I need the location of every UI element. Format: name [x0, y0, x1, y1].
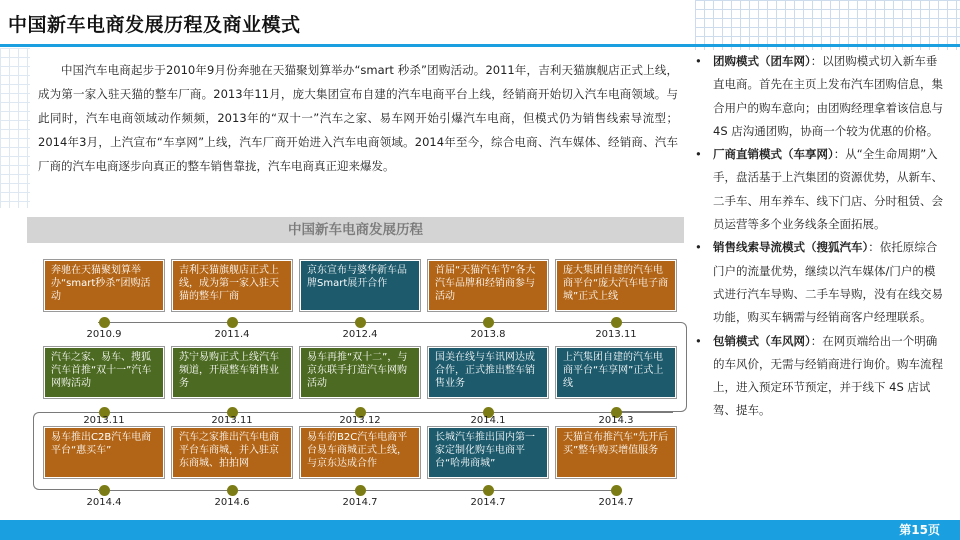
timeline-date: 2014.1 — [470, 415, 506, 426]
timeline-date: 2011.4 — [214, 329, 250, 340]
event-box: 京东宣布与婆华新车品牌Smart展开合作 — [300, 260, 420, 311]
timeline-dot — [99, 317, 110, 328]
timeline-date: 2014.6 — [214, 497, 250, 508]
timeline-dot — [99, 485, 110, 496]
model-name: 销售线索导流模式（搜狐汽车） — [713, 240, 869, 255]
timeline-date: 2014.4 — [86, 497, 122, 508]
event-box: 易车的B2C汽车电商平台易车商城正式上线，与京东达成合作 — [300, 427, 420, 478]
timeline-date: 2014.7 — [598, 497, 634, 508]
bullet-icon: • — [695, 147, 702, 162]
footer-bar — [0, 520, 960, 540]
model-desc: ：在网页端给出一个明确的车风价，无需与经销商进行询价。购车流程上，进入预定环节预定，并于线下 4S 店试驾、提车。 — [713, 333, 943, 418]
event-box: 易车再推“双十二”，与京东联手打造汽车网购活动 — [300, 347, 420, 398]
timeline-date: 2013.11 — [83, 415, 125, 426]
bullet-icon: • — [695, 240, 702, 255]
timeline-date: 2014.7 — [470, 497, 506, 508]
grid-decoration — [695, 0, 960, 50]
model-name: 团购模式（团车网） — [713, 54, 811, 68]
title-underline — [0, 44, 960, 47]
event-box: 汽车之家、易车、搜狐汽车首推“双十一”汽车网购活动 — [44, 347, 164, 398]
model-item — [693, 236, 943, 329]
timeline-title: 中国新车电商发展历程 — [288, 222, 423, 238]
timeline-dot — [227, 317, 238, 328]
page-number: 第15页 — [899, 523, 940, 537]
event-box: 国美在线与车讯网达成合作，正式推出整车销售业务 — [428, 347, 548, 398]
timeline-date: 2013.11 — [211, 415, 253, 426]
event-box: 庞大集团自建的汽车电商平台“庞大汽车电子商城”正式上线 — [556, 260, 676, 311]
intro-paragraph: 中国汽车电商起步于2010年9月份奔驰在天猫聚划算举办“smart 秒杀”团购活动。2011年，吉利天猫旗舰店正式上线，成为第一家入驻天猫的整车厂商。2013年11月，庞大集团宣布自建的汽车电商平台上线，经销商开始切入汽车电商领域。与此同时，汽车电商领域动作频频，2013年的“双十一”汽车之家、易车网开始引爆汽车电商，但模式仍为销售线索导流型；2014年3月，上汽宣布“车享网”上线，汽车厂商开始进入汽车电商领域。2014年至今，综合电商、汽车媒体、经销商、汽车厂商的汽车电商逐步向真正的整车销售靠拢，汽车电商真正迎来爆发。 — [38, 63, 678, 173]
model-name: 包销模式（车风网） — [713, 333, 811, 348]
timeline-date: 2010.9 — [86, 329, 122, 340]
row1-line — [98, 322, 673, 323]
timeline-dot — [355, 317, 366, 328]
timeline-dot — [611, 317, 622, 328]
grid-decoration-left — [0, 48, 30, 208]
event-box: 汽车之家推出汽车电商平台车商城，并入驻京东商城、拍拍网 — [172, 427, 292, 478]
business-models-list — [693, 50, 943, 423]
timeline-date: 2012.4 — [342, 329, 378, 340]
event-box: 奔驰在天猫聚划算举办“smart秒杀”团购活动 — [44, 260, 164, 311]
timeline-dot — [227, 485, 238, 496]
model-item — [693, 330, 943, 423]
page-title: 中国新车电商发展历程及商业模式 — [8, 14, 301, 36]
timeline-date: 2013.11 — [595, 329, 637, 340]
timeline-date: 2013.8 — [470, 329, 506, 340]
timeline-dot — [483, 485, 494, 496]
timeline-dot — [355, 485, 366, 496]
event-box: 吉利天猫旗舰店正式上线，成为第一家入驻天猫的整车厂商 — [172, 260, 292, 311]
timeline-date: 2014.7 — [342, 497, 378, 508]
model-item — [693, 143, 943, 236]
event-box: 上汽集团自建的汽车电商平台“车享网”正式上线 — [556, 347, 676, 398]
timeline-dot — [483, 317, 494, 328]
event-box: 长城汽车推出国内第一家定制化购车电商平台“哈弗商城” — [428, 427, 548, 478]
bullet-icon: • — [695, 54, 702, 68]
model-desc: ：依托原综合门户的流量优势，继续以汽车媒体/门户的模式进行汽车导购、二手车导购，没有在线交易功能，购买车辆需与经销商客户经理联系。 — [713, 240, 943, 325]
timeline-date: 2014.3 — [598, 415, 634, 426]
model-desc: ：以团购模式切入新车垂直电商。首先在主页上发布汽车团购信息，集合用户的购车意向；由团购经理拿着该信息与 4S 店沟通团购，协商一个较为优惠的价格。 — [713, 54, 943, 138]
event-box: 易车推出C2B汽车电商平台“惠买车” — [44, 427, 164, 478]
event-box: 苏宁易购正式上线汽车频道，开展整车销售业务 — [172, 347, 292, 398]
model-item — [693, 50, 943, 143]
event-box: 首届“天猫汽车节”各大汽车品牌和经销商参与活动 — [428, 260, 548, 311]
row2-line — [98, 412, 673, 413]
timeline-date: 2013.12 — [339, 415, 381, 426]
bullet-icon: • — [695, 333, 702, 348]
model-desc: ：从“全生命周期”入手，盘活基于上汽集团的资源优势，从新车、二手车、用车养车、线下门店、分时租赁、会员运营等多个业务线条全面拓展。 — [713, 147, 943, 232]
event-box: 天猫宣布推汽车“先开后买”整车购买增值服务 — [556, 427, 676, 478]
model-name: 厂商直销模式（车享网） — [713, 147, 834, 162]
timeline-dot — [611, 485, 622, 496]
